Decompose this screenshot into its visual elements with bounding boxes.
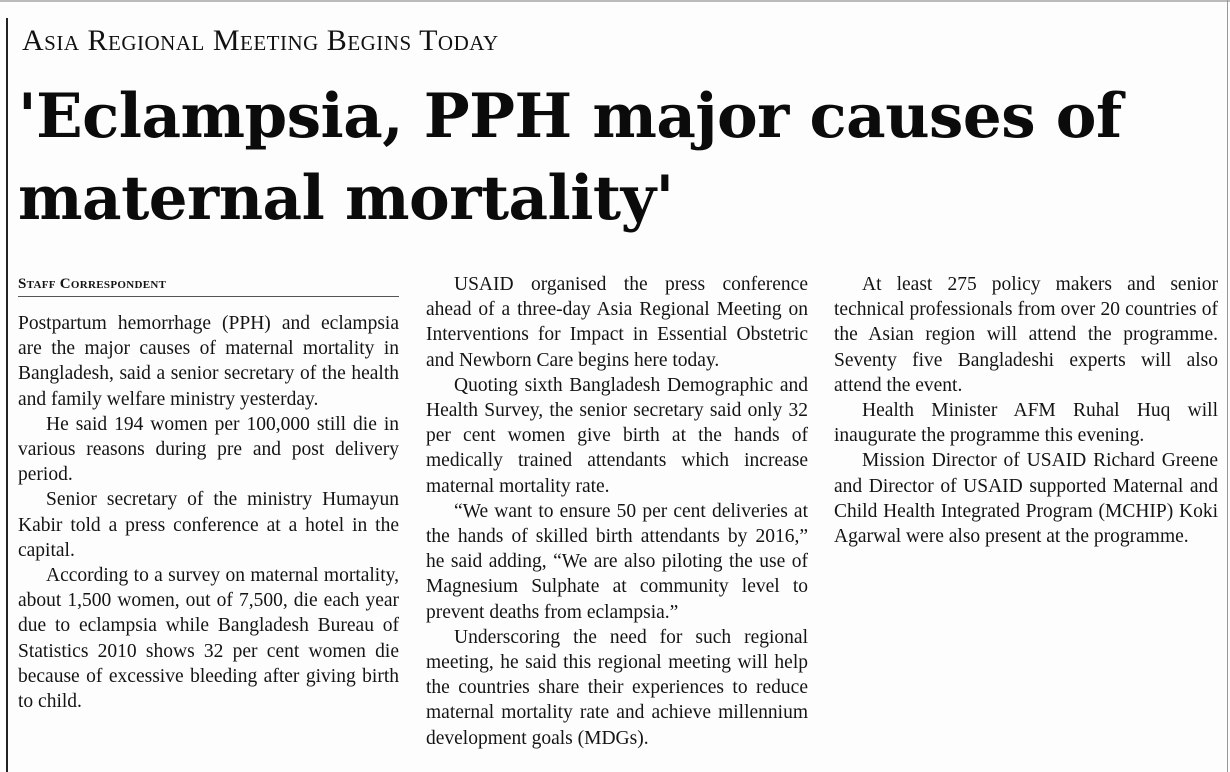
paragraph-6: Quoting sixth Bangladesh Demographic and Health Survey, the senior secretary said only 32 per cent women give birth at the hands of medically trained attendants which increase maternal mortality rate.	[426, 374, 808, 497]
kicker-headline: Asia Regional Meeting Begins Today	[22, 24, 499, 57]
paragraph-2: He said 194 women per 100,000 still die in various reasons during pre and post delivery period.	[18, 413, 399, 486]
paragraph-7: “We want to ensure 50 per cent deliveries at the hands of skilled birth attendants by 2016,” he said adding, “We are also piloting the use of Magnesium Sulphate at community level to prevent deaths from eclampsia.”	[426, 500, 808, 623]
paragraph-5: USAID organised the press conference ahead of a three-day Asia Regional Meeting on Interventions for Impact in Essential Obstetric and Newborn Care begins here today.	[426, 274, 808, 371]
paragraph-4: According to a survey on maternal mortality, about 1,500 women, out of 7,500, die each year due to eclampsia while Bangladesh Bureau of Statistics 2010 shows 32 per cent women die because of excessive bleeding after giving birth to child.	[18, 565, 399, 713]
article-left-rule	[6, 18, 8, 772]
page-top-border	[0, 0, 1230, 2]
page-right-border	[1227, 0, 1228, 772]
paragraph-9: At least 275 policy makers and senior technical professionals from over 20 countries of the Asian region will attend the programme. Seventy five Bangladeshi experts will also attend the event.	[834, 274, 1218, 396]
paragraph-1: Postpartum hemorrhage (PPH) and eclampsia are the major causes of maternal mortality in Bangladesh, said a senior secretary of the health and family welfare ministry yesterday.	[18, 313, 399, 410]
main-headline: 'Eclampsia, PPH major causes of maternal mortality'	[18, 81, 1122, 234]
paragraph-11: Mission Director of USAID Richard Greene and Director of USAID supported Maternal and Child Health Integrated Program (MCHIP) Koki Agarwal were also present at the programme.	[834, 450, 1218, 548]
paragraph-10: Health Minister AFM Ruhal Huq will inaugurate the programme this evening.	[834, 400, 1218, 447]
paragraph-3: Senior secretary of the ministry Humayun Kabir told a press conference at a hotel in the capital.	[18, 489, 399, 561]
article-column-1	[18, 272, 399, 714]
article-column-3	[834, 272, 1218, 549]
article-column-2	[426, 272, 808, 751]
paragraph-8: Underscoring the need for such regional meeting, he said this regional meeting will help the countries share their experiences to reduce maternal mortality rate and achieve millennium development goals (MDGs).	[426, 626, 808, 749]
byline: Staff Correspondent	[18, 272, 399, 297]
